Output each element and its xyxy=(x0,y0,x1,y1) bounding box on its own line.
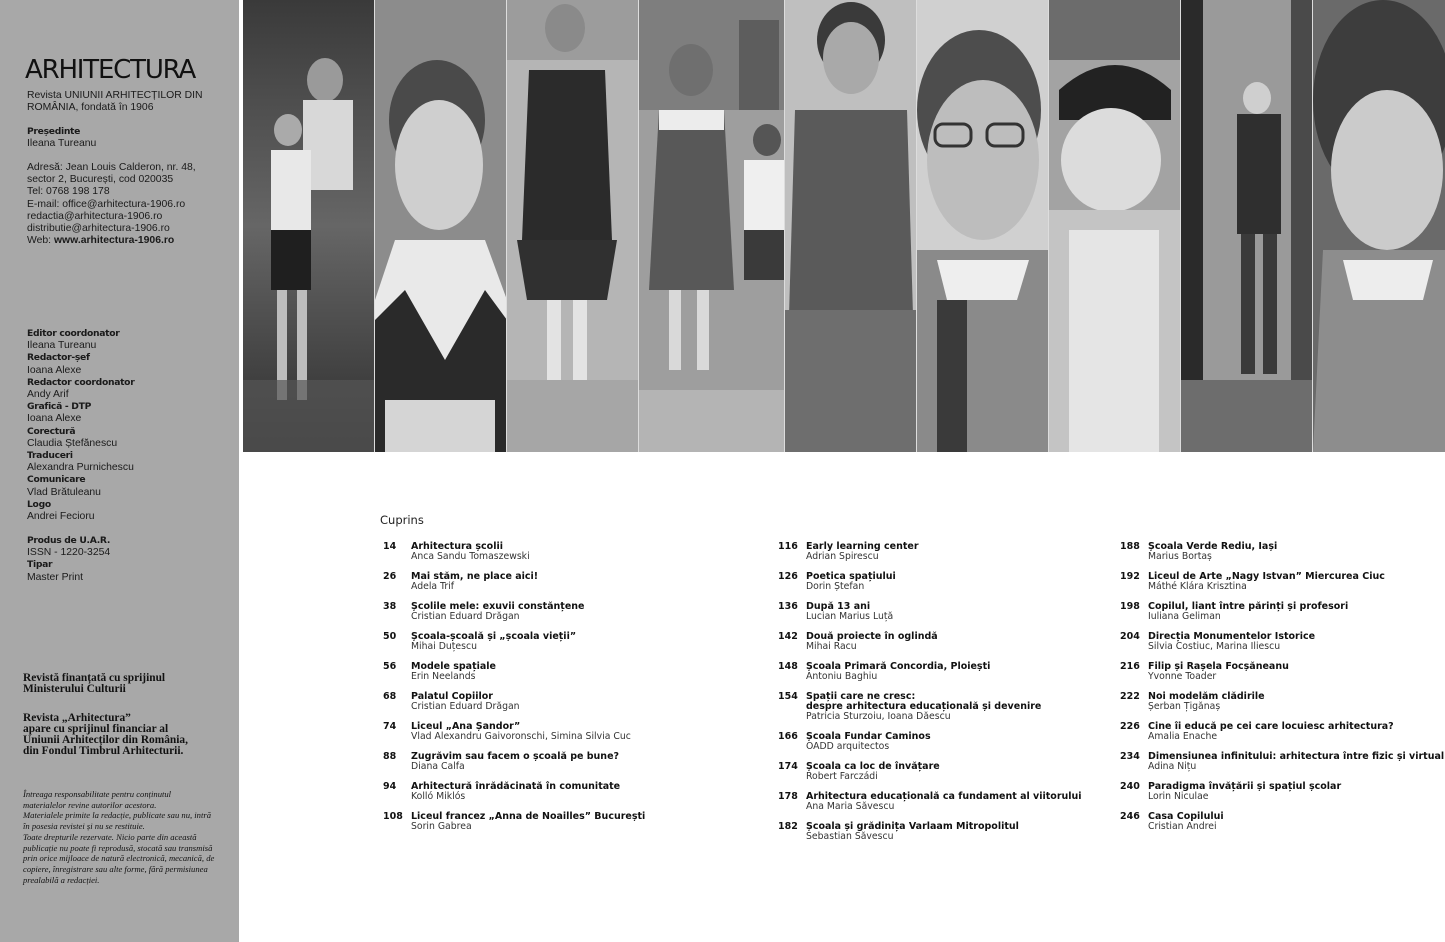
toc-article-author: Cristian Eduard Drăgan xyxy=(411,611,520,622)
email-link[interactable]: distributie@arhitectura-1906.ro xyxy=(27,223,170,235)
toc-article-author: Lorin Niculae xyxy=(1148,791,1209,802)
toc-article-author: Anca Sandu Tomaszewski xyxy=(411,551,530,562)
disclaimer: Întreaga responsabilitate pentru conținutul materialelor revine autorilor acestora. Materialele primite la redacție, publicate sau nu, intră în posesia revistei și nu se restituie. Toate drepturile rezervate. Nicio parte din această publicație nu poate fi reprodusă, stocată sau transmisă prin orice mijloace de natură electronică, mecanică, de copiere, înregistrare sau alte forme, fără permisiunea prealabilă a redacției. xyxy=(23,789,215,885)
toc-article-title: Școala Primară Concordia, Ploiești xyxy=(806,661,991,672)
toc-page-number: 216 xyxy=(1120,661,1140,672)
family-photo xyxy=(243,0,375,452)
toc-page-number: 204 xyxy=(1120,631,1140,642)
toc-article-author: Sorin Gabrea xyxy=(411,821,472,832)
girl-and-boy-photo xyxy=(639,0,785,452)
toc-article-title: Early learning center xyxy=(806,541,919,552)
toc-page-number: 192 xyxy=(1120,571,1140,582)
toc-article-title: Paradigma învățării și spațiul școlar xyxy=(1148,781,1342,792)
email-link[interactable]: E-mail: office@arhitectura-1906.ro xyxy=(27,198,186,210)
toc-page-number: 38 xyxy=(383,601,397,612)
toc-page-number: 116 xyxy=(778,541,798,552)
toc-article-author: Kolló Miklós xyxy=(411,791,466,802)
toc-article-title: Arhitectura școlii xyxy=(411,541,503,552)
masthead-sidebar xyxy=(0,0,239,942)
toc-article-author: Cristian Andrei xyxy=(1148,821,1217,832)
toc-article-author: Dorin Ștefan xyxy=(806,581,865,592)
toc-page-number: 188 xyxy=(1120,541,1140,552)
address-block: Adresă: Jean Louis Calderon, nr. 48, sector 2, București, cod 020035 Tel: 0768 198 178 E-mail: office@arhitectura-1906.ro redactia@arhitectura-1906.ro distributie@arhitectura-1906.ro Web: www.arhitectura-1906.ro xyxy=(27,162,196,247)
boy-glasses-photo xyxy=(917,0,1049,452)
toc-article-title: Școala-școală și „școala vieții” xyxy=(411,631,577,642)
toc-article-author: Máthé Klára Krisztina xyxy=(1148,581,1247,592)
toc-article-author: Iuliana Geliman xyxy=(1148,611,1221,622)
toc-article-title: Școlile mele: exuvii constănțene xyxy=(411,601,585,612)
toc-page-number: 166 xyxy=(778,731,798,742)
toc-page-number: 234 xyxy=(1120,751,1140,762)
toc-page-number: 198 xyxy=(1120,601,1140,612)
toc-article-title: Școala Verde Rediu, Iași xyxy=(1148,541,1278,552)
toc-article-author: Șerban Țigănaș xyxy=(1148,701,1221,712)
toc-page-number: 14 xyxy=(383,541,397,552)
toc-article-title: Spații care ne cresc: xyxy=(806,691,916,702)
toc-article-author: Lucian Marius Luță xyxy=(806,611,894,622)
boy-tree-photo xyxy=(1181,0,1313,452)
toc-page-number: 88 xyxy=(383,751,397,762)
toc-article-author: Vlad Alexandru Gaivoronschi, Simina Silvia Cuc xyxy=(411,731,631,742)
girl-uniform-photo xyxy=(507,0,639,452)
toc-page-number: 50 xyxy=(383,631,397,642)
toc-article-title: Arhitectură înrădăcinată în comunitate xyxy=(411,781,621,792)
toc-article-title: Filip și Rașela Focșăneanu xyxy=(1148,661,1289,672)
tagline: Revista UNIUNII ARHITECȚILOR DIN ROMÂNIA, fondată în 1906 xyxy=(27,90,203,114)
toc-article-title: Liceul de Arte „Nagy Istvan” Miercurea Ciuc xyxy=(1148,571,1385,582)
toc-article-title: După 13 ani xyxy=(806,601,871,612)
toc-page-number: 154 xyxy=(778,691,798,702)
toc-page-number: 94 xyxy=(383,781,397,792)
email-link[interactable]: redactia@arhitectura-1906.ro xyxy=(27,210,163,222)
toc-article-title: Modele spațiale xyxy=(411,661,497,672)
toc-title: Cuprins xyxy=(380,513,424,527)
toc-page-number: 74 xyxy=(383,721,397,732)
toc-article-author: Cristian Eduard Drăgan xyxy=(411,701,520,712)
toc-article-title: Poetica spațiului xyxy=(806,571,896,582)
toc-article-author: Yvonne Toader xyxy=(1148,671,1217,682)
toc-page-number: 240 xyxy=(1120,781,1140,792)
funding-note: Revistă finanțată cu sprijinul Ministerului Culturii xyxy=(23,672,166,695)
toc-article-title: Școala și grădinița Varlaam Mitropolitul xyxy=(806,821,1019,832)
toc-article-title: Copilul, liant între părinți și profesori xyxy=(1148,601,1349,612)
boy-portrait-photo xyxy=(375,0,507,452)
girl-smiling-photo xyxy=(1313,0,1445,452)
toc-article-title: Noi modelăm clădirile xyxy=(1148,691,1265,702)
child-cap-photo xyxy=(1049,0,1181,452)
toc-article-title: Cine îi educă pe cei care locuiesc arhitectura? xyxy=(1148,721,1394,732)
toc-page-number: 178 xyxy=(778,791,798,802)
toc-article-title: Direcția Monumentelor Istorice xyxy=(1148,631,1316,642)
toc-article-title: Casa Copilului xyxy=(1148,811,1224,822)
toc-article-author: Robert Farczádi xyxy=(806,771,878,782)
toc-page-number: 246 xyxy=(1120,811,1140,822)
toc-article-title: Școala Fundar Caminos xyxy=(806,731,931,742)
toc-article-title: Palatul Copiilor xyxy=(411,691,493,702)
toc-article-author: Diana Calfa xyxy=(411,761,465,772)
young-man-photo xyxy=(785,0,917,452)
toc-article-author: Antoniu Baghiu xyxy=(806,671,878,682)
toc-article-author: Mihai Duțescu xyxy=(411,641,477,652)
toc-article-title: Mai stăm, ne place aici! xyxy=(411,571,539,582)
toc-article-author: Amalia Enache xyxy=(1148,731,1218,742)
president-name: Ileana Tureanu xyxy=(27,138,97,150)
toc-article-author: Mihai Racu xyxy=(806,641,857,652)
toc-article-author: Adela Trif xyxy=(411,581,455,592)
toc-page-number: 56 xyxy=(383,661,397,672)
toc-article-author: Marius Bortaș xyxy=(1148,551,1212,562)
president-label: Președinte xyxy=(27,126,81,137)
toc-page-number: 26 xyxy=(383,571,397,582)
toc-article-title: despre arhitectura educațională și devenire xyxy=(806,701,1042,712)
toc-page-number: 108 xyxy=(383,811,403,822)
website-link[interactable]: www.arhitectura-1906.ro xyxy=(53,235,175,247)
toc-article-title: Școala ca loc de învățare xyxy=(806,761,940,772)
toc-page-number: 182 xyxy=(778,821,798,832)
toc-article-author: Patricia Sturzoiu, Ioana Dăescu xyxy=(806,711,951,722)
toc-article-title: Arhitectura educațională ca fundament al viitorului xyxy=(806,791,1082,802)
toc-article-title: Liceul „Ana Șandor” xyxy=(411,721,521,732)
toc-page-number: 142 xyxy=(778,631,798,642)
photo-strip xyxy=(243,0,1445,452)
toc-page-number: 148 xyxy=(778,661,798,672)
toc-page-number: 174 xyxy=(778,761,798,772)
toc-article-author: Erin Neelands xyxy=(411,671,476,682)
toc-page-number: 136 xyxy=(778,601,798,612)
toc-article-title: Două proiecte în oglindă xyxy=(806,631,938,642)
toc-article-author: Adrian Spirescu xyxy=(806,551,879,562)
president-block xyxy=(27,126,96,150)
toc-page-number: 226 xyxy=(1120,721,1140,732)
toc-article-author: Adina Nițu xyxy=(1148,761,1197,772)
toc-article-title: Zugrăvim sau facem o școală pe bune? xyxy=(411,751,620,762)
toc-page-number: 126 xyxy=(778,571,798,582)
toc-page-number: 68 xyxy=(383,691,397,702)
toc-article-author: Sebastian Săvescu xyxy=(806,831,894,842)
toc-article-title: Liceul francez „Anna de Noailles” București xyxy=(411,811,646,822)
toc-article-author: OADD arquitectos xyxy=(806,741,890,752)
magazine-logo: ARHITECTURA xyxy=(25,55,196,85)
toc-article-author: Silvia Costiuc, Marina Iliescu xyxy=(1148,641,1281,652)
toc-article-author: Ana Maria Săvescu xyxy=(806,801,895,812)
toc-article-title: Dimensiunea infinitului: arhitectura între fizic și virtual xyxy=(1148,751,1445,762)
staff-list: Editor coordonator Ileana Tureanu Redactor-șef Ioana Alexe Redactor coordonator Andy Arif Grafică - DTP Ioana Alexe Corectură Claudia Ștefănescu Traduceri Alexandra Purnichescu Comunicare Vlad Brătuleanu Logo Andrei Fecioru xyxy=(27,328,135,523)
toc-page-number: 222 xyxy=(1120,691,1140,702)
producer-block: Produs de U.A.R. ISSN - 1220-3254 Tipar Master Print xyxy=(27,535,111,583)
funding-note-2: Revista „Arhitectura” apare cu sprijinul financiar al Uniunii Arhitecților din România, din Fondul Timbrul Arhitecturii. xyxy=(23,712,188,757)
